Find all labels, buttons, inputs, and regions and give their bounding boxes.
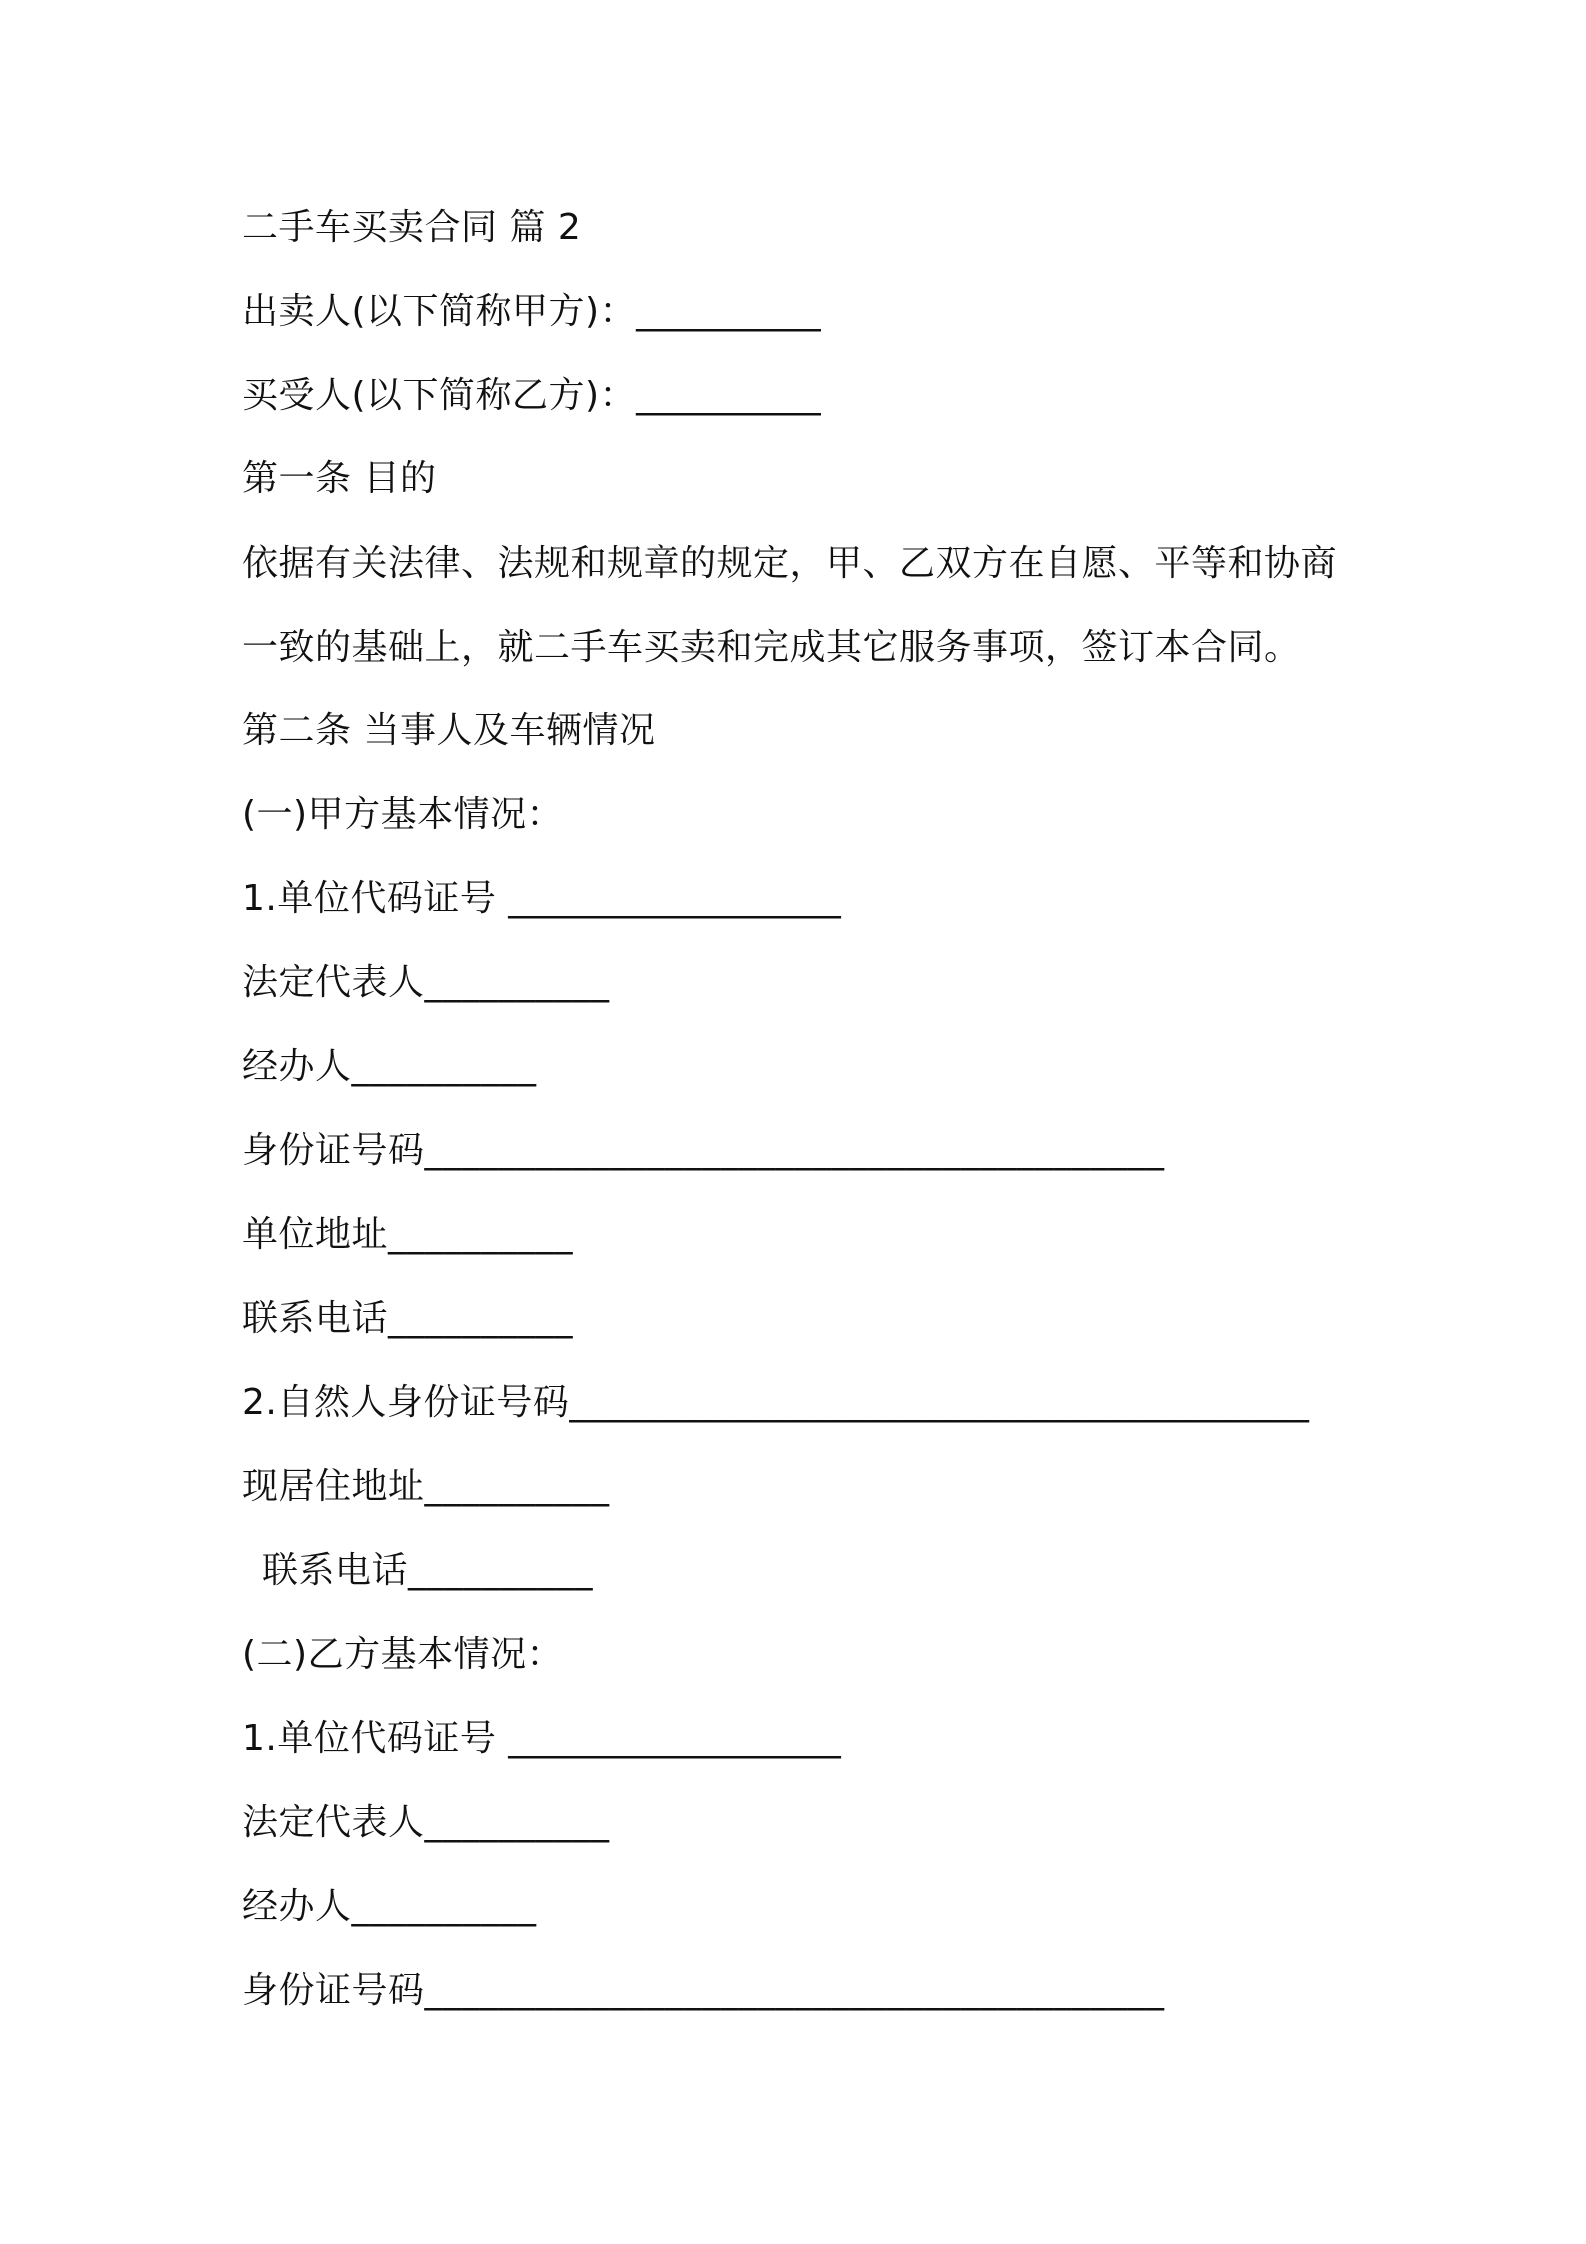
party-a-legal-rep: 法定代表人__________ <box>242 962 610 1003</box>
article-1-heading: 第一条 目的 <box>242 458 437 499</box>
article-1-text-line-2: 一致的基础上，就二手车买卖和完成其它服务事项，签订本合同。 <box>242 627 1301 668</box>
document-title: 二手车买卖合同 篇 2 <box>242 207 582 248</box>
party-a-id-number: 身份证号码________________________________________ <box>242 1130 1165 1171</box>
buyer-line: 买受人(以下简称乙方)：__________ <box>242 375 822 416</box>
party-a-agent: 经办人__________ <box>242 1046 537 1087</box>
party-a-person-id: 2.自然人身份证号码________________________________________ <box>242 1382 1310 1423</box>
article-2-heading: 第二条 当事人及车辆情况 <box>242 710 656 751</box>
party-b-heading: (二)乙方基本情况： <box>242 1634 564 1675</box>
party-a-phone: 联系电话__________ <box>242 1298 574 1339</box>
party-a-residence: 现居住地址__________ <box>242 1466 610 1507</box>
seller-line: 出卖人(以下简称甲方)：__________ <box>242 291 822 332</box>
party-b-agent: 经办人__________ <box>242 1886 537 1927</box>
party-b-legal-rep: 法定代表人__________ <box>242 1802 610 1843</box>
party-a-person-phone: 联系电话__________ <box>262 1550 594 1591</box>
article-1-text-line-1: 依据有关法律、法规和规章的规定，甲、乙双方在自愿、平等和协商 <box>242 543 1338 584</box>
party-a-org-address: 单位地址__________ <box>242 1214 574 1255</box>
party-a-heading: (一)甲方基本情况： <box>242 794 564 835</box>
party-b-id-number: 身份证号码________________________________________ <box>242 1970 1165 2011</box>
party-b-org-code: 1.单位代码证号 __________________ <box>242 1718 842 1759</box>
party-a-org-code: 1.单位代码证号 __________________ <box>242 878 842 919</box>
